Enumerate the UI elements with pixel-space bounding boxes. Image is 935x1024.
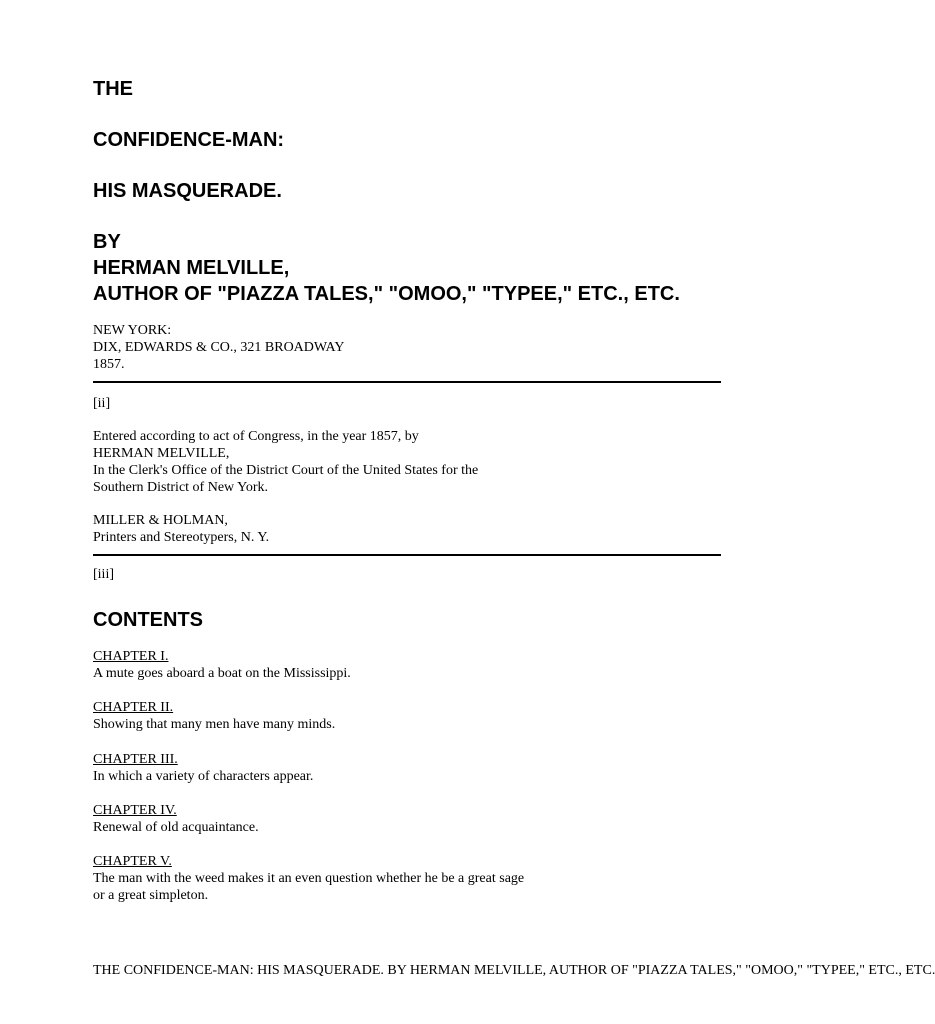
chapter-link-2[interactable]: CHAPTER II.	[93, 700, 174, 715]
page-divider	[93, 554, 721, 556]
byline-author-of: AUTHOR OF "PIAZZA TALES," "OMOO," "TYPEE," ETC., ETC.	[93, 283, 680, 305]
chapter-entry-2	[93, 699, 335, 733]
chapter-link-1[interactable]: CHAPTER I.	[93, 649, 169, 664]
copyright-line: Entered according to act of Congress, in the year 1857, by	[93, 429, 419, 444]
chapter-entry-3	[93, 751, 313, 785]
printer-line: MILLER & HOLMAN,	[93, 513, 228, 528]
title-line-masquerade: HIS MASQUERADE.	[93, 180, 282, 202]
chapter-entry-5	[93, 853, 524, 904]
byline-author: HERMAN MELVILLE,	[93, 257, 290, 279]
page-divider	[93, 381, 721, 383]
chapter-entry-4	[93, 802, 259, 836]
byline-by: BY	[93, 231, 121, 253]
chapter-description: or a great simpleton.	[93, 888, 209, 903]
chapter-description: Renewal of old acquaintance.	[93, 820, 259, 835]
chapter-description: In which a variety of characters appear.	[93, 769, 314, 784]
copyright-line: Southern District of New York.	[93, 480, 268, 495]
title-line-the: THE	[93, 78, 133, 100]
imprint-publisher: DIX, EDWARDS & CO., 321 BROADWAY	[93, 340, 345, 355]
printer-line: Printers and Stereotypers, N. Y.	[93, 530, 270, 545]
imprint-city: NEW YORK:	[93, 323, 172, 338]
chapter-link-3[interactable]: CHAPTER III.	[93, 752, 178, 767]
chapter-description: Showing that many men have many minds.	[93, 717, 336, 732]
running-footer: THE CONFIDENCE-MAN: HIS MASQUERADE. BY HERMAN MELVILLE, AUTHOR OF "PIAZZA TALES," "OMOO," "TYPEE," ETC., ETC.	[93, 963, 935, 978]
page-marker-iii: [iii]	[93, 567, 114, 582]
chapter-description: The man with the weed makes it an even question whether he be a great sage	[93, 871, 525, 886]
contents-heading: CONTENTS	[93, 609, 203, 631]
chapter-link-4[interactable]: CHAPTER IV.	[93, 803, 177, 818]
chapter-entry-1	[93, 648, 351, 682]
copyright-line: HERMAN MELVILLE,	[93, 446, 230, 461]
chapter-description: A mute goes aboard a boat on the Mississippi.	[93, 666, 351, 681]
imprint-year: 1857.	[93, 357, 125, 372]
copyright-line: In the Clerk's Office of the District Court of the United States for the	[93, 463, 479, 478]
page-marker-ii: [ii]	[93, 396, 111, 411]
title-line-confidence-man: CONFIDENCE-MAN:	[93, 129, 285, 151]
chapter-link-5[interactable]: CHAPTER V.	[93, 854, 172, 869]
